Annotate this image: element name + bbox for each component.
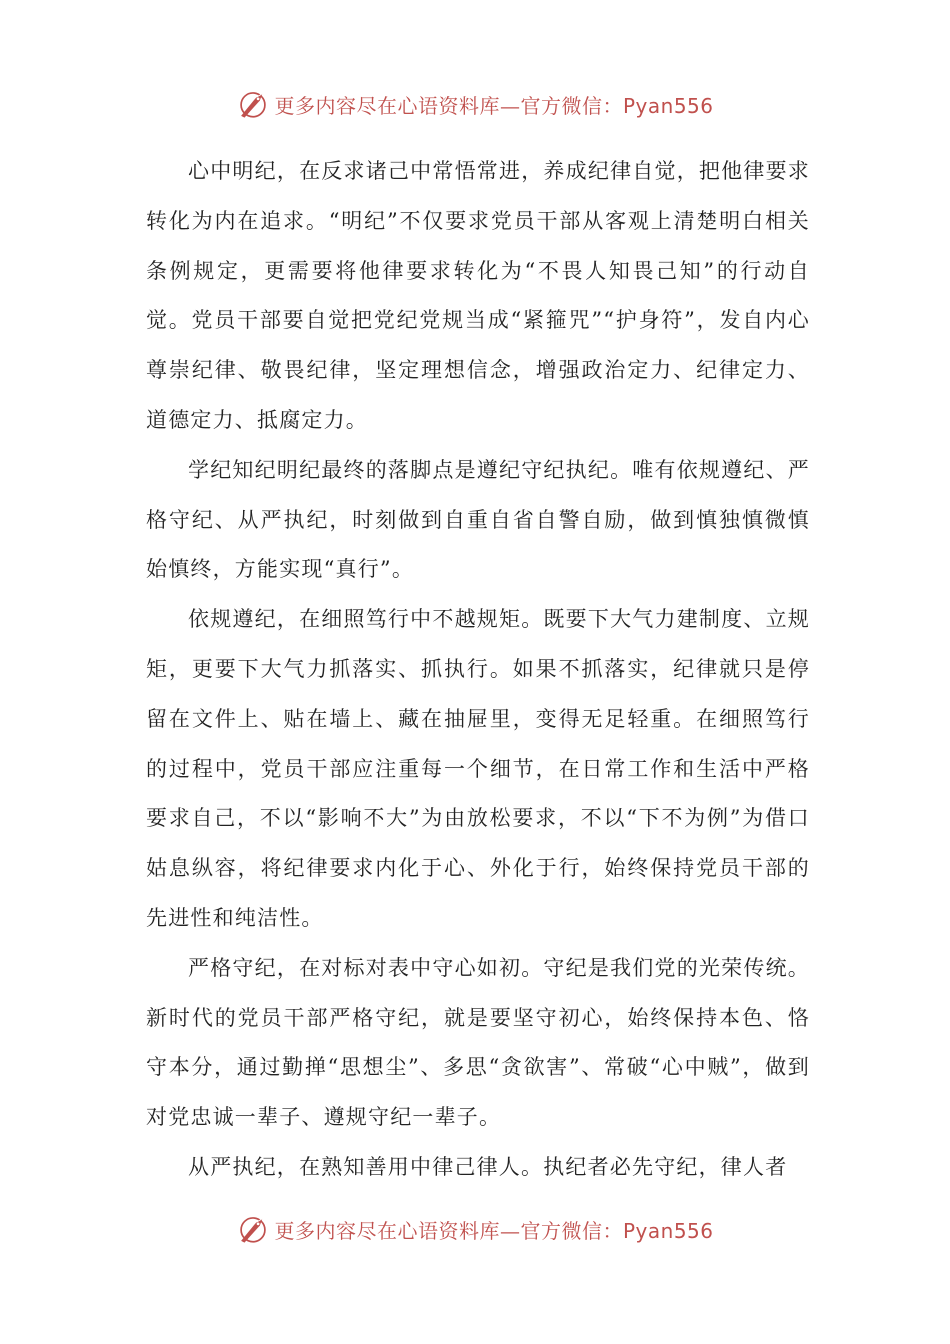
paragraph-4: 严格守纪，在对标对表中守心如初。守纪是我们党的光荣传统。新时代的党员干部严格守纪，就是要坚守初心，始终保持本色、恪守本分，通过勤掸“思想尘”、多思“贪欲害”、常破“心中贼”，做到对党忠诚一辈子、遵规守纪一辈子。 — [146, 955, 810, 1130]
paragraph-2: 学纪知纪明纪最终的落脚点是遵纪守纪执纪。唯有依规遵纪、严格守纪、从严执纪，时刻做到自重自省自警自励，做到慎独慎微慎始慎终，方能实现“真行”。 — [146, 457, 810, 582]
paragraph-1: 心中明纪，在反求诸己中常悟常进，养成纪律自觉，把他律要求转化为内在追求。“明纪”不仅要求党员干部从客观上清楚明白相关条例规定，更需要将他律要求转化为“不畏人知畏己知”的行动自觉。党员干部要自觉把党纪党规当成“紧箍咒”“护身符”，发自内心尊崇纪律、敬畏纪律，坚定理想信念，增强政治定力、纪律定力、道德定力、抵腐定力。 — [146, 159, 810, 432]
footer-banner — [0, 1209, 950, 1249]
banner-label: 更多内容尽在心语资料库—官方微信： — [274, 93, 623, 118]
paragraph-5: 从严执纪，在熟知善用中律己律人。执纪者必先守纪，律人者 — [188, 1154, 788, 1179]
banner-text — [274, 1215, 713, 1244]
document-body — [146, 147, 810, 1193]
banner-text — [274, 90, 713, 119]
header-banner — [0, 84, 950, 124]
paragraph-3: 依规遵纪，在细照笃行中不越规矩。既要下大气力建制度、立规矩，更要下大气力抓落实、抓执行。如果不抓落实，纪律就只是停留在文件上、贴在墙上、藏在抽屉里，变得无足轻重。在细照笃行的过程中，党员干部应注重每一个细节，在日常工作和生活中严格要求自己，不以“影响不大”为由放松要求，不以“下不为例”为借口姑息纵容，将纪律要求内化于心、外化于行，始终保持党员干部的先进性和纯洁性。 — [146, 607, 810, 930]
pen-nib-logo-icon — [236, 1212, 270, 1246]
pen-nib-logo-icon — [236, 87, 270, 121]
wechat-id: Pyan556 — [622, 93, 714, 118]
wechat-id: Pyan556 — [622, 1218, 714, 1243]
banner-label: 更多内容尽在心语资料库—官方微信： — [274, 1218, 623, 1243]
